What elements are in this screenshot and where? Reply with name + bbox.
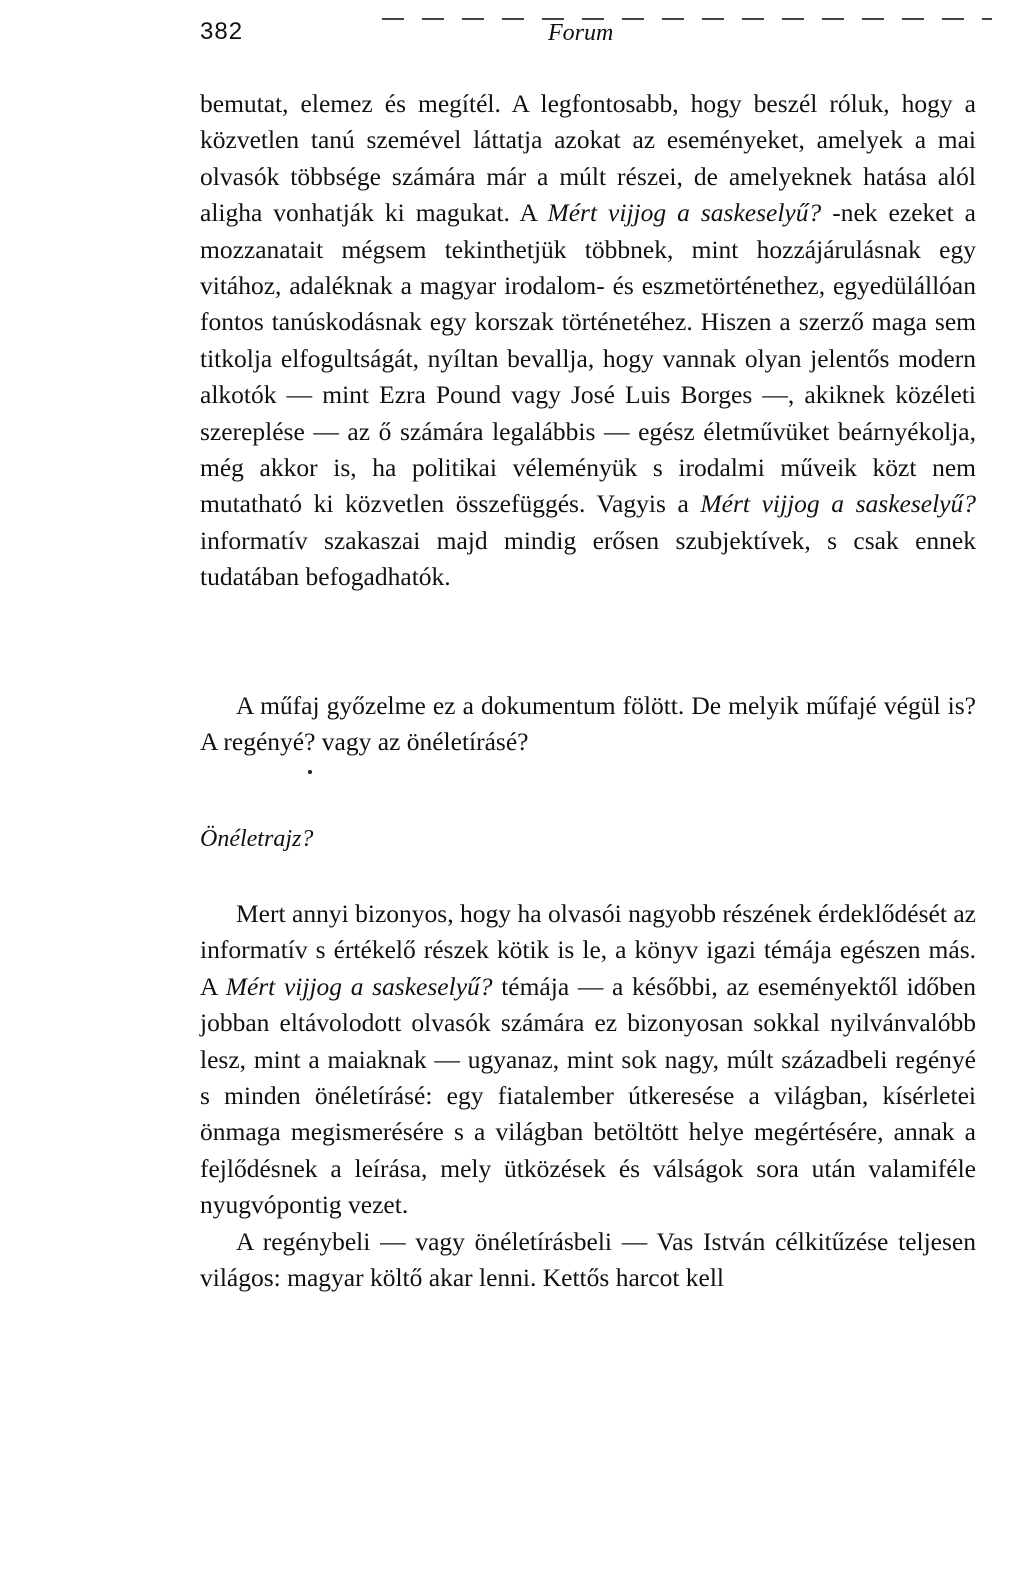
paragraph-3-text-1: Mert annyi bizonyos, hogy ha olvasói nagyobb részének érdeklődését az informatív s értékelő részek kötik is le, a könyv igazi témája egészen más. A: [200, 899, 976, 1001]
paragraph-1-text-3: informatív szakaszai majd mindig erősen szubjektívek, s csak ennek tudatában befogadhatók.: [200, 525, 976, 592]
paragraph-1-text-2: -nek ezeket a mozzanatait mégsem tekinthetjük többnek, mint hozzájárulásnak egy vitához, adaléknak a magyar irodalom- és eszmetörténethez, egyedülállóan fontos tanúskodásnak egy korszak történetéhez. Hiszen a szerző maga sem titkolja elfogultságát, nyíltan bevallja, hogy vannak olyan jelentős modern alkotók — mint Ezra Pound vagy José Luis Borges —, akiknek közéleti szereplése — az ő számára legalábbis — egész életművüket beárnyékolja, még akkor is, ha politikai véleményük s irodalmi műveik közt nem mutatható ki közvetlen összefüggés. Vagyis a: [200, 198, 976, 519]
body-text-middle: [200, 688, 976, 761]
header-rule: [382, 18, 992, 20]
page-number: 382: [200, 18, 244, 45]
paragraph-1-text-1: bemutat, elemez és megítél. A legfontosabb, hogy beszél róluk, hogy a közvetlen tanú szemével láttatja azokat az eseményeket, amelyek a mai olvasók többsége számára már a múlt részei, de amelyeknek hatása alól aligha vonhatják ki magukat. A: [200, 89, 976, 228]
section-break-dot: [308, 770, 312, 774]
page-header: [200, 18, 990, 52]
body-text-top: [200, 86, 976, 596]
paragraph-4: A regénybeli — vagy önéletírásbeli — Vas István célkitűzése teljesen világos: magyar költő akar lenni. Kettős harcot kell: [200, 1226, 976, 1293]
book-title: Mért vijjog a saskeselyű?: [225, 971, 493, 1001]
paragraph-3: [200, 896, 976, 1224]
book-title: Mért vijjog a saskeselyű?: [547, 198, 822, 228]
section-heading: Önéletrajz?: [200, 826, 314, 852]
paragraph-3-text-2: témája — a későbbi, az eseményektől időben jobban eltávolodott olvasók számára ez bizonyosan sokkal nyilvánvalóbb lesz, mint a maiaknak — ugyanaz, mint sok nagy, múlt századbeli regényé s minden önéletírásé: egy fiatalember útkeresése a világban, kísérletei önmaga megismerésére s a világban betöltött helye megértésére, annak a fejlődésnek a leírása, mely ütközések és válságok sora után valamiféle nyugvópontig vezet.: [200, 971, 976, 1220]
book-title: Mért vijjog a saskeselyű?: [700, 489, 976, 519]
paragraph-1: [200, 86, 976, 596]
body-text-bottom: [200, 896, 976, 1296]
running-title: Forum: [548, 20, 614, 46]
paragraph-2: A műfaj győzelme ez a dokumentum fölött. De melyik műfajé végül is? A regényé? vagy az önéletírásé?: [200, 691, 976, 757]
